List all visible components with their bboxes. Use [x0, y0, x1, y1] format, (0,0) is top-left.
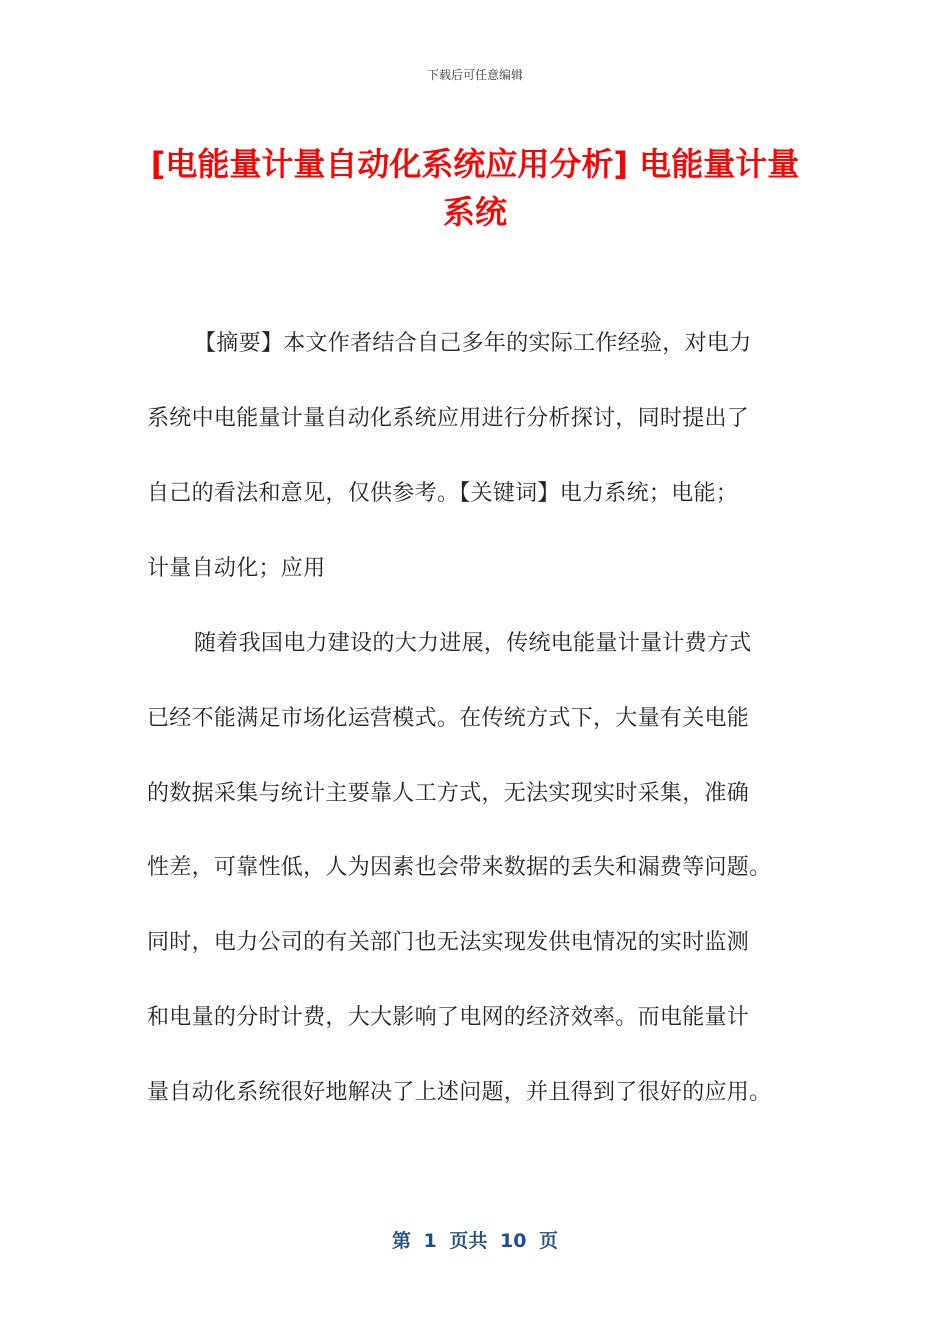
paragraph-line: 计量自动化；应用	[147, 556, 326, 581]
paragraph-line: 系统中电能量计量自动化系统应用进行分析探讨，同时提出了	[147, 406, 750, 431]
paragraph-line: 已经不能满足市场化运营模式。在传统方式下，大量有关电能	[147, 706, 750, 731]
paragraph-line: 和电量的分时计费，大大影响了电网的经济效率。而电能量计	[147, 1005, 750, 1030]
page-number-footer: 第 1 页共 10 页	[391, 1230, 559, 1252]
paragraph-line: 自己的看法和意见，仅供参考。【关键词】电力系统；电能；	[147, 481, 739, 506]
paragraph-line: 【摘要】本文作者结合自己多年的实际工作经验，对电力	[194, 331, 752, 356]
paragraph-line: 随着我国电力建设的大力进展，传统电能量计量计费方式	[194, 631, 752, 656]
header-note: 下载后可任意编辑	[426, 68, 523, 82]
paragraph-line: 性差，可靠性低，人为因素也会带来数据的丢失和漏费等问题。	[147, 855, 772, 880]
paragraph-line: 的数据采集与统计主要靠人工方式，无法实现实时采集，准确	[147, 781, 750, 806]
paragraph-line: 量自动化系统很好地解决了上述问题，并且得到了很好的应用。	[147, 1080, 772, 1105]
paragraph-line: 同时，电力公司的有关部门也无法实现发供电情况的实时监测	[147, 930, 750, 955]
document-title: [电能量计量自动化系统应用分析] 电能量计量系统	[150, 145, 800, 231]
